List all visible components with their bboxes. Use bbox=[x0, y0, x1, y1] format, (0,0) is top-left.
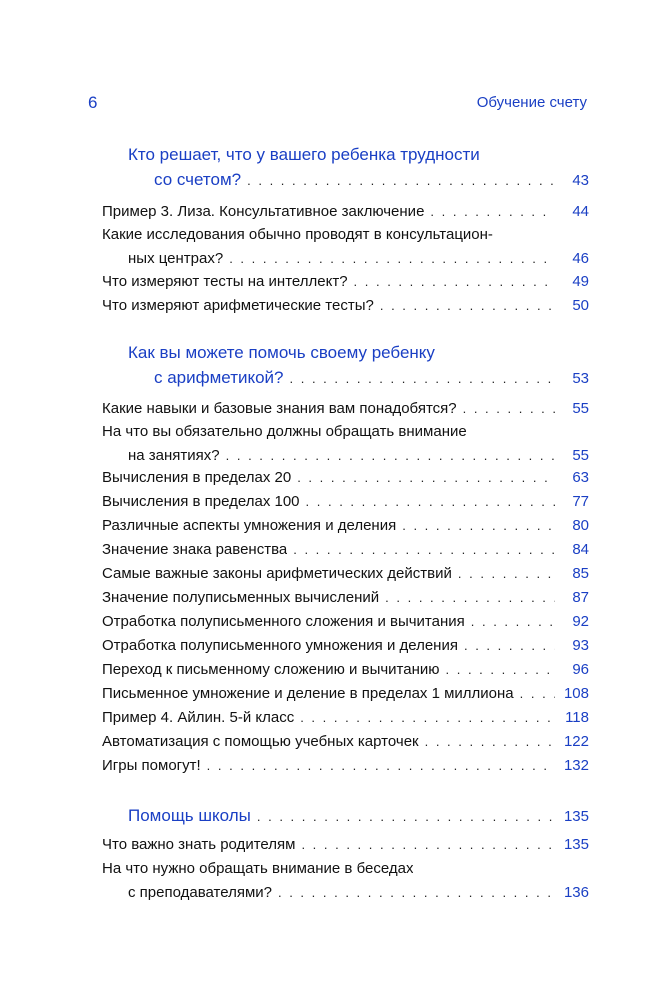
dot-leader bbox=[247, 168, 555, 193]
toc-entry-text: Что измеряют арифметические тесты? bbox=[102, 297, 374, 314]
toc-entry-text: на занятиях? bbox=[128, 447, 220, 464]
toc-page-number: 55 bbox=[572, 447, 589, 464]
dot-leader bbox=[464, 634, 555, 658]
toc-entry-text: Вычисления в пределах 100 bbox=[102, 493, 300, 510]
toc-entry[interactable] bbox=[102, 610, 589, 634]
toc-page-number: 122 bbox=[563, 733, 589, 750]
toc-entry-text: Какие исследования обычно проводят в консультацион- bbox=[102, 226, 493, 243]
toc-entry-text: Отработка полуписьменного умножения и деления bbox=[102, 637, 458, 654]
dot-leader bbox=[301, 833, 555, 857]
toc-page-number: 108 bbox=[563, 685, 589, 702]
toc-entry-text: Какие навыки и базовые знания вам понадобятся? bbox=[102, 400, 457, 417]
toc-page-number: 132 bbox=[563, 757, 589, 774]
page-number: 6 bbox=[88, 93, 98, 112]
toc-entry-text: На что вы обязательно должны обращать внимание bbox=[102, 423, 467, 440]
toc-entry[interactable] bbox=[102, 730, 589, 754]
toc-entry[interactable] bbox=[102, 420, 589, 468]
toc-page-number: 43 bbox=[572, 172, 589, 189]
dot-leader bbox=[380, 294, 555, 318]
toc-entry-text: Пример 3. Лиза. Консультативное заключение bbox=[102, 203, 425, 220]
toc-entry-text: Переход к письменному сложению и вычитанию bbox=[102, 661, 440, 678]
toc-entry[interactable] bbox=[102, 682, 589, 706]
dot-leader bbox=[226, 444, 555, 468]
toc-entry[interactable] bbox=[102, 538, 589, 562]
toc-entry[interactable] bbox=[102, 200, 589, 224]
toc-entry[interactable] bbox=[102, 397, 589, 421]
toc-entry-text: Отработка полуписьменного сложения и вычитания bbox=[102, 613, 465, 630]
toc-page-number: 53 bbox=[572, 370, 589, 387]
toc-page-number: 87 bbox=[572, 589, 589, 606]
toc-entry-text: Вычисления в пределах 20 bbox=[102, 469, 292, 486]
toc-entry[interactable] bbox=[102, 857, 589, 905]
toc-entry[interactable] bbox=[102, 223, 589, 271]
toc-entry-text: Самые важные законы арифметических действий bbox=[102, 565, 452, 582]
dot-leader bbox=[257, 804, 555, 829]
toc-entry[interactable] bbox=[102, 586, 589, 610]
toc-entry[interactable] bbox=[102, 706, 589, 730]
toc-entry-text: Письменное умножение и деление в пределах 1 миллиона bbox=[102, 685, 514, 702]
dot-leader bbox=[306, 490, 555, 514]
toc-page-number: 93 bbox=[572, 637, 589, 654]
toc-entry-text: Что измеряют тесты на интеллект? bbox=[102, 273, 348, 290]
toc-entry[interactable] bbox=[102, 634, 589, 658]
dot-leader bbox=[430, 200, 555, 224]
toc-page-number: 92 bbox=[572, 613, 589, 630]
toc-page-number: 63 bbox=[572, 469, 589, 486]
dot-leader bbox=[425, 730, 555, 754]
toc-entry[interactable] bbox=[102, 562, 589, 586]
toc-page-number: 135 bbox=[563, 836, 589, 853]
toc-entry-text: Игры помогут! bbox=[102, 757, 201, 774]
dot-leader bbox=[207, 754, 555, 778]
toc-entry[interactable] bbox=[102, 833, 589, 857]
toc-entry-text: ных центрах? bbox=[128, 250, 224, 267]
toc-section-title bbox=[128, 803, 589, 829]
toc-page-number: 77 bbox=[572, 493, 589, 510]
toc-entry-text: со счетом? bbox=[154, 170, 242, 189]
toc-entry-text: с арифметикой? bbox=[154, 368, 284, 387]
dot-leader bbox=[471, 610, 555, 634]
toc-entry-text: с преподавателями? bbox=[128, 884, 272, 901]
running-head: Обучение счету bbox=[476, 94, 587, 111]
toc-entry-text: Помощь школы bbox=[128, 806, 251, 825]
toc-page-number: 118 bbox=[565, 709, 589, 726]
toc-entry[interactable] bbox=[102, 658, 589, 682]
toc-section-title bbox=[128, 142, 589, 193]
toc-section-title bbox=[128, 340, 589, 391]
toc-entry[interactable] bbox=[102, 294, 589, 318]
dot-leader bbox=[293, 538, 555, 562]
dot-leader bbox=[520, 682, 555, 706]
toc-entry-text: На что нужно обращать внимание в беседах bbox=[102, 860, 414, 877]
toc-page-number: 136 bbox=[563, 884, 589, 901]
toc-page-number: 49 bbox=[572, 273, 589, 290]
toc-page-number: 46 bbox=[572, 250, 589, 267]
dot-leader bbox=[297, 466, 555, 490]
toc-entry-text: Автоматизация с помощью учебных карточек bbox=[102, 733, 419, 750]
toc-page-number: 84 bbox=[572, 541, 589, 558]
dot-leader bbox=[290, 366, 555, 391]
toc-entry-text: Как вы можете помочь своему ребенку bbox=[128, 343, 435, 362]
toc-entry-text: Значение знака равенства bbox=[102, 541, 288, 558]
toc-entry-text: Что важно знать родителям bbox=[102, 836, 296, 853]
toc-page-number: 96 bbox=[572, 661, 589, 678]
toc-entry[interactable] bbox=[102, 514, 589, 538]
toc-entry-text: Пример 4. Айлин. 5-й класс bbox=[102, 709, 295, 726]
dot-leader bbox=[463, 397, 555, 421]
toc-page-number: 135 bbox=[563, 808, 589, 825]
dot-leader bbox=[446, 658, 556, 682]
toc-page-number: 50 bbox=[572, 297, 589, 314]
toc-page-number: 55 bbox=[572, 400, 589, 417]
toc-entry[interactable] bbox=[102, 754, 589, 778]
dot-leader bbox=[229, 247, 555, 271]
toc-entry[interactable] bbox=[102, 270, 589, 294]
dot-leader bbox=[354, 270, 555, 294]
toc-page-number: 80 bbox=[572, 517, 589, 534]
toc-page-number: 85 bbox=[572, 565, 589, 582]
toc-page-number: 44 bbox=[572, 203, 589, 220]
toc-entry[interactable] bbox=[102, 490, 589, 514]
toc-entry[interactable] bbox=[102, 466, 589, 490]
dot-leader bbox=[278, 881, 555, 905]
dot-leader bbox=[385, 586, 555, 610]
toc-entry-text: Кто решает, что у вашего ребенка трудности bbox=[128, 145, 480, 164]
dot-leader bbox=[458, 562, 555, 586]
toc-entry-text: Значение полуписьменных вычислений bbox=[102, 589, 380, 606]
toc-entry-text: Различные аспекты умножения и деления bbox=[102, 517, 397, 534]
dot-leader bbox=[402, 514, 555, 538]
dot-leader bbox=[300, 706, 555, 730]
